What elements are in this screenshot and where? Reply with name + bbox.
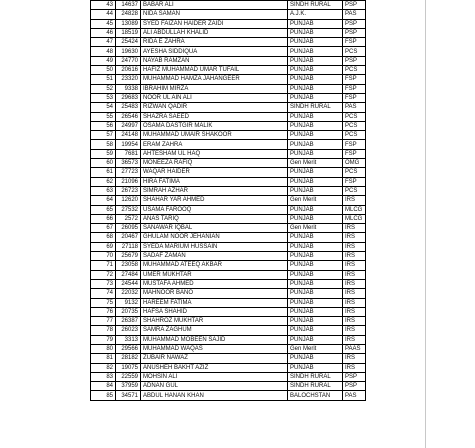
domicile-cell: PUNJAB [288, 335, 343, 344]
allocated-group-cell: IRS [343, 252, 366, 261]
table-row [91, 205, 366, 214]
candidate-name-cell: USAMA FAROOQ [141, 205, 288, 214]
roll-number-cell: 24770 [116, 56, 141, 65]
serial-number-cell: 67 [91, 224, 116, 233]
serial-number-cell: 71 [91, 261, 116, 270]
candidate-name-cell: WAQAR HAIDER [141, 168, 288, 177]
domicile-cell: PUNJAB [288, 233, 343, 242]
table-row [91, 177, 366, 186]
serial-number-cell: 66 [91, 214, 116, 223]
roll-number-cell: 13089 [116, 19, 141, 28]
serial-number-cell: 61 [91, 168, 116, 177]
domicile-cell: PUNJAB [288, 84, 343, 93]
serial-number-cell: 63 [91, 186, 116, 195]
allocated-group-cell: IRS [343, 335, 366, 344]
roll-number-cell: 26095 [116, 224, 141, 233]
roll-number-cell: 29683 [116, 93, 141, 102]
serial-number-cell: 70 [91, 252, 116, 261]
allocated-group-cell: IRS [343, 224, 366, 233]
candidate-name-cell: IBRAHIM MIRZA [141, 84, 288, 93]
allocated-group-cell: IRS [343, 363, 366, 372]
serial-number-cell: 78 [91, 326, 116, 335]
domicile-cell: PUNJAB [288, 28, 343, 37]
roll-number-cell: 28182 [116, 354, 141, 363]
serial-number-cell: 74 [91, 289, 116, 298]
domicile-cell: SINDH RURAL [288, 1, 343, 10]
candidate-name-cell: HAREEM FATIMA [141, 298, 288, 307]
domicile-cell: PUNJAB [288, 298, 343, 307]
roll-number-cell: 25424 [116, 38, 141, 47]
serial-number-cell: 62 [91, 177, 116, 186]
roll-number-cell: 3313 [116, 335, 141, 344]
roll-number-cell: 25483 [116, 103, 141, 112]
candidate-name-cell: SYED FAIZAN HAIDER ZAIDI [141, 19, 288, 28]
roll-number-cell: 24544 [116, 279, 141, 288]
candidate-name-cell: SADAF ZAMAN [141, 252, 288, 261]
domicile-cell: PUNJAB [288, 242, 343, 251]
candidate-name-cell: AYESHA SIDDIQUA [141, 47, 288, 56]
table-row [91, 149, 366, 158]
serial-number-cell: 46 [91, 28, 116, 37]
table-row [91, 75, 366, 84]
merit-list-body [91, 1, 366, 401]
table-row [91, 298, 366, 307]
allocated-group-cell: MLCG [343, 214, 366, 223]
roll-number-cell: 29566 [116, 344, 141, 353]
table-row [91, 1, 366, 10]
candidate-name-cell: HAFIZ MUHAMMAD UMAR TUFAIL [141, 66, 288, 75]
table-row [91, 372, 366, 381]
table-row [91, 317, 366, 326]
allocated-group-cell: MLCG [343, 205, 366, 214]
domicile-cell: SINDH RURAL [288, 382, 343, 391]
candidate-name-cell: ANUSHEH BAKHT AZIZ [141, 363, 288, 372]
table-row [91, 131, 366, 140]
domicile-cell: PUNJAB [288, 307, 343, 316]
serial-number-cell: 64 [91, 196, 116, 205]
serial-number-cell: 54 [91, 103, 116, 112]
allocated-group-cell: PCS [343, 168, 366, 177]
serial-number-cell: 51 [91, 75, 116, 84]
domicile-cell: Gen Merit [288, 344, 343, 353]
candidate-name-cell: SIMRAH AZHAR [141, 186, 288, 195]
table-row [91, 28, 366, 37]
roll-number-cell: 14637 [116, 1, 141, 10]
allocated-group-cell: IRS [343, 261, 366, 270]
serial-number-cell: 69 [91, 242, 116, 251]
serial-number-cell: 85 [91, 391, 116, 400]
domicile-cell: A.J.K. [288, 10, 343, 19]
serial-number-cell: 68 [91, 233, 116, 242]
serial-number-cell: 57 [91, 131, 116, 140]
table-row [91, 289, 366, 298]
allocated-group-cell: IRS [343, 317, 366, 326]
candidate-name-cell: MUSTAFA AHMED [141, 279, 288, 288]
table-row [91, 261, 366, 270]
serial-number-cell: 56 [91, 121, 116, 130]
table-row [91, 335, 366, 344]
serial-number-cell: 49 [91, 56, 116, 65]
candidate-name-cell: RIZWAN QADIR [141, 103, 288, 112]
page-edge [425, 0, 426, 448]
candidate-name-cell: ANAS TARIQ [141, 214, 288, 223]
candidate-name-cell: SYEDA MARIUM HUSSAIN [141, 242, 288, 251]
domicile-cell: PUNJAB [288, 121, 343, 130]
serial-number-cell: 75 [91, 298, 116, 307]
roll-number-cell: 9338 [116, 84, 141, 93]
allocated-group-cell: FSP [343, 75, 366, 84]
roll-number-cell: 21096 [116, 177, 141, 186]
roll-number-cell: 27723 [116, 168, 141, 177]
roll-number-cell: 24828 [116, 10, 141, 19]
domicile-cell: PUNJAB [288, 177, 343, 186]
allocated-group-cell: IRS [343, 289, 366, 298]
domicile-cell: PUNJAB [288, 38, 343, 47]
roll-number-cell: 9132 [116, 298, 141, 307]
domicile-cell: Gen Merit [288, 196, 343, 205]
domicile-cell: PUNJAB [288, 289, 343, 298]
roll-number-cell: 24148 [116, 131, 141, 140]
roll-number-cell: 19630 [116, 47, 141, 56]
allocated-group-cell: PCS [343, 66, 366, 75]
domicile-cell: PUNJAB [288, 205, 343, 214]
table-row [91, 354, 366, 363]
allocated-group-cell: PCS [343, 47, 366, 56]
serial-number-cell: 58 [91, 140, 116, 149]
serial-number-cell: 45 [91, 19, 116, 28]
domicile-cell: PUNJAB [288, 168, 343, 177]
domicile-cell: PUNJAB [288, 93, 343, 102]
roll-number-cell: 25679 [116, 252, 141, 261]
domicile-cell: PUNJAB [288, 140, 343, 149]
candidate-name-cell: MAHNOOR BANO [141, 289, 288, 298]
roll-number-cell: 37959 [116, 382, 141, 391]
serial-number-cell: 79 [91, 335, 116, 344]
serial-number-cell: 76 [91, 307, 116, 316]
roll-number-cell: 7681 [116, 149, 141, 158]
table-row [91, 56, 366, 65]
serial-number-cell: 77 [91, 317, 116, 326]
table-row [91, 382, 366, 391]
table-row [91, 112, 366, 121]
serial-number-cell: 72 [91, 270, 116, 279]
merit-list-table [90, 0, 366, 401]
candidate-name-cell: NAYAB RAMZAN [141, 56, 288, 65]
candidate-name-cell: GHULAM NOOR JEHANIAN [141, 233, 288, 242]
domicile-cell: PUNJAB [288, 19, 343, 28]
allocated-group-cell: IRS [343, 307, 366, 316]
domicile-cell: PUNJAB [288, 186, 343, 195]
candidate-name-cell: ABDUL HANAN KHAN [141, 391, 288, 400]
roll-number-cell: 26723 [116, 186, 141, 195]
candidate-name-cell: SHAHAR YAR AHMED [141, 196, 288, 205]
table-row [91, 196, 366, 205]
allocated-group-cell: IRS [343, 279, 366, 288]
table-row [91, 233, 366, 242]
serial-number-cell: 47 [91, 38, 116, 47]
domicile-cell: PUNJAB [288, 56, 343, 65]
candidate-name-cell: AHTESHAM UL HAQ [141, 149, 288, 158]
domicile-cell: PUNJAB [288, 317, 343, 326]
table-row [91, 363, 366, 372]
table-row [91, 10, 366, 19]
serial-number-cell: 48 [91, 47, 116, 56]
table-row [91, 66, 366, 75]
domicile-cell: Gen Merit [288, 159, 343, 168]
candidate-name-cell: ADNAN GUL [141, 382, 288, 391]
candidate-name-cell: SAMRA ZAGHUM [141, 326, 288, 335]
allocated-group-cell: IRS [343, 298, 366, 307]
table-row [91, 391, 366, 400]
candidate-name-cell: MUHAMMAD UMAIR SHAKOOR [141, 131, 288, 140]
table-row [91, 38, 366, 47]
serial-number-cell: 83 [91, 372, 116, 381]
candidate-name-cell: SHAHROZ MUKHTAR [141, 317, 288, 326]
roll-number-cell: 26546 [116, 112, 141, 121]
candidate-name-cell: ALI ABDULLAH KHALID [141, 28, 288, 37]
candidate-name-cell: MUHAMMAD HAMZA JAHANGEER [141, 75, 288, 84]
table-row [91, 224, 366, 233]
serial-number-cell: 84 [91, 382, 116, 391]
allocated-group-cell: OMG [343, 159, 366, 168]
candidate-name-cell: MOHSIN ALI [141, 372, 288, 381]
candidate-name-cell: RIDA E ZAHRA [141, 38, 288, 47]
roll-number-cell: 26387 [116, 317, 141, 326]
table-row [91, 186, 366, 195]
candidate-name-cell: MUHAMMAD WAQAS [141, 344, 288, 353]
table-row [91, 344, 366, 353]
candidate-name-cell: HIRA FATIMA [141, 177, 288, 186]
domicile-cell: PUNJAB [288, 270, 343, 279]
roll-number-cell: 12620 [116, 196, 141, 205]
domicile-cell: PUNJAB [288, 75, 343, 84]
allocated-group-cell: PCS [343, 131, 366, 140]
allocated-group-cell: PSP [343, 382, 366, 391]
serial-number-cell: 65 [91, 205, 116, 214]
candidate-name-cell: NIDA SAMAN [141, 10, 288, 19]
domicile-cell: SINDH RURAL [288, 372, 343, 381]
domicile-cell: BALOCHSTAN [288, 391, 343, 400]
roll-number-cell: 24997 [116, 121, 141, 130]
domicile-cell: PUNJAB [288, 261, 343, 270]
serial-number-cell: 80 [91, 344, 116, 353]
allocated-group-cell: IRS [343, 242, 366, 251]
roll-number-cell: 20467 [116, 233, 141, 242]
allocated-group-cell: PSP [343, 56, 366, 65]
table-row [91, 279, 366, 288]
candidate-name-cell: SHAZRA SAEED [141, 112, 288, 121]
roll-number-cell: 18519 [116, 28, 141, 37]
table-row [91, 270, 366, 279]
domicile-cell: Gen Merit [288, 224, 343, 233]
candidate-name-cell: SANAWAR IQBAL [141, 224, 288, 233]
roll-number-cell: 36573 [116, 159, 141, 168]
table-row [91, 214, 366, 223]
allocated-group-cell: FSP [343, 149, 366, 158]
allocated-group-cell: IRS [343, 326, 366, 335]
allocated-group-cell: PSP [343, 1, 366, 10]
domicile-cell: SINDH RURAL [288, 103, 343, 112]
candidate-name-cell: MUHAMMAD ATEEQ AKBAR [141, 261, 288, 270]
allocated-group-cell: FSP [343, 84, 366, 93]
candidate-name-cell: BABAR ALI [141, 1, 288, 10]
serial-number-cell: 60 [91, 159, 116, 168]
allocated-group-cell: IRS [343, 270, 366, 279]
candidate-name-cell: UMER MUKHTAR [141, 270, 288, 279]
serial-number-cell: 59 [91, 149, 116, 158]
candidate-name-cell: ZUBAIR NAWAZ [141, 354, 288, 363]
roll-number-cell: 19075 [116, 363, 141, 372]
domicile-cell: PUNJAB [288, 252, 343, 261]
table-row [91, 159, 366, 168]
candidate-name-cell: OSAMA DASTGIR MALIK [141, 121, 288, 130]
domicile-cell: PUNJAB [288, 214, 343, 223]
candidate-name-cell: NOOR UL AIN ALI [141, 93, 288, 102]
table-row [91, 307, 366, 316]
serial-number-cell: 73 [91, 279, 116, 288]
roll-number-cell: 27118 [116, 242, 141, 251]
table-row [91, 47, 366, 56]
domicile-cell: PUNJAB [288, 112, 343, 121]
domicile-cell: PUNJAB [288, 279, 343, 288]
roll-number-cell: 23058 [116, 261, 141, 270]
domicile-cell: PUNJAB [288, 149, 343, 158]
allocated-group-cell: FSP [343, 177, 366, 186]
serial-number-cell: 52 [91, 84, 116, 93]
allocated-group-cell: PAAS [343, 344, 366, 353]
domicile-cell: PUNJAB [288, 47, 343, 56]
table-row [91, 84, 366, 93]
allocated-group-cell: PSP [343, 19, 366, 28]
domicile-cell: PUNJAB [288, 131, 343, 140]
allocated-group-cell: PAS [343, 10, 366, 19]
serial-number-cell: 55 [91, 112, 116, 121]
serial-number-cell: 50 [91, 66, 116, 75]
candidate-name-cell: MONEEZA RAFIQ [141, 159, 288, 168]
allocated-group-cell: PCS [343, 112, 366, 121]
roll-number-cell: 22559 [116, 372, 141, 381]
allocated-group-cell: IRS [343, 354, 366, 363]
allocated-group-cell: PAS [343, 103, 366, 112]
serial-number-cell: 81 [91, 354, 116, 363]
roll-number-cell: 23320 [116, 75, 141, 84]
table-row [91, 326, 366, 335]
roll-number-cell: 22032 [116, 289, 141, 298]
roll-number-cell: 20735 [116, 307, 141, 316]
serial-number-cell: 53 [91, 93, 116, 102]
serial-number-cell: 44 [91, 10, 116, 19]
allocated-group-cell: FSP [343, 140, 366, 149]
table-row [91, 19, 366, 28]
roll-number-cell: 2572 [116, 214, 141, 223]
candidate-name-cell: MUHAMMAD MOBEEN SAJID [141, 335, 288, 344]
roll-number-cell: 27484 [116, 270, 141, 279]
table-row [91, 140, 366, 149]
allocated-group-cell: PSP [343, 372, 366, 381]
allocated-group-cell: FSP [343, 38, 366, 47]
table-row [91, 93, 366, 102]
table-row [91, 242, 366, 251]
roll-number-cell: 19954 [116, 140, 141, 149]
allocated-group-cell: FSP [343, 93, 366, 102]
roll-number-cell: 27532 [116, 205, 141, 214]
table-row [91, 252, 366, 261]
allocated-group-cell: IRS [343, 233, 366, 242]
domicile-cell: PUNJAB [288, 66, 343, 75]
serial-number-cell: 82 [91, 363, 116, 372]
allocated-group-cell: PSP [343, 28, 366, 37]
allocated-group-cell: PAS [343, 391, 366, 400]
table-row [91, 121, 366, 130]
domicile-cell: PUNJAB [288, 363, 343, 372]
table-row [91, 168, 366, 177]
roll-number-cell: 20616 [116, 66, 141, 75]
candidate-name-cell: ERAM ZAHRA [141, 140, 288, 149]
roll-number-cell: 26023 [116, 326, 141, 335]
domicile-cell: PUNJAB [288, 326, 343, 335]
allocated-group-cell: IRS [343, 196, 366, 205]
serial-number-cell: 43 [91, 1, 116, 10]
roll-number-cell: 34571 [116, 391, 141, 400]
allocated-group-cell: PCS [343, 121, 366, 130]
table-row [91, 103, 366, 112]
allocated-group-cell: PCS [343, 186, 366, 195]
candidate-name-cell: HAFSA SHAHID [141, 307, 288, 316]
domicile-cell: PUNJAB [288, 354, 343, 363]
